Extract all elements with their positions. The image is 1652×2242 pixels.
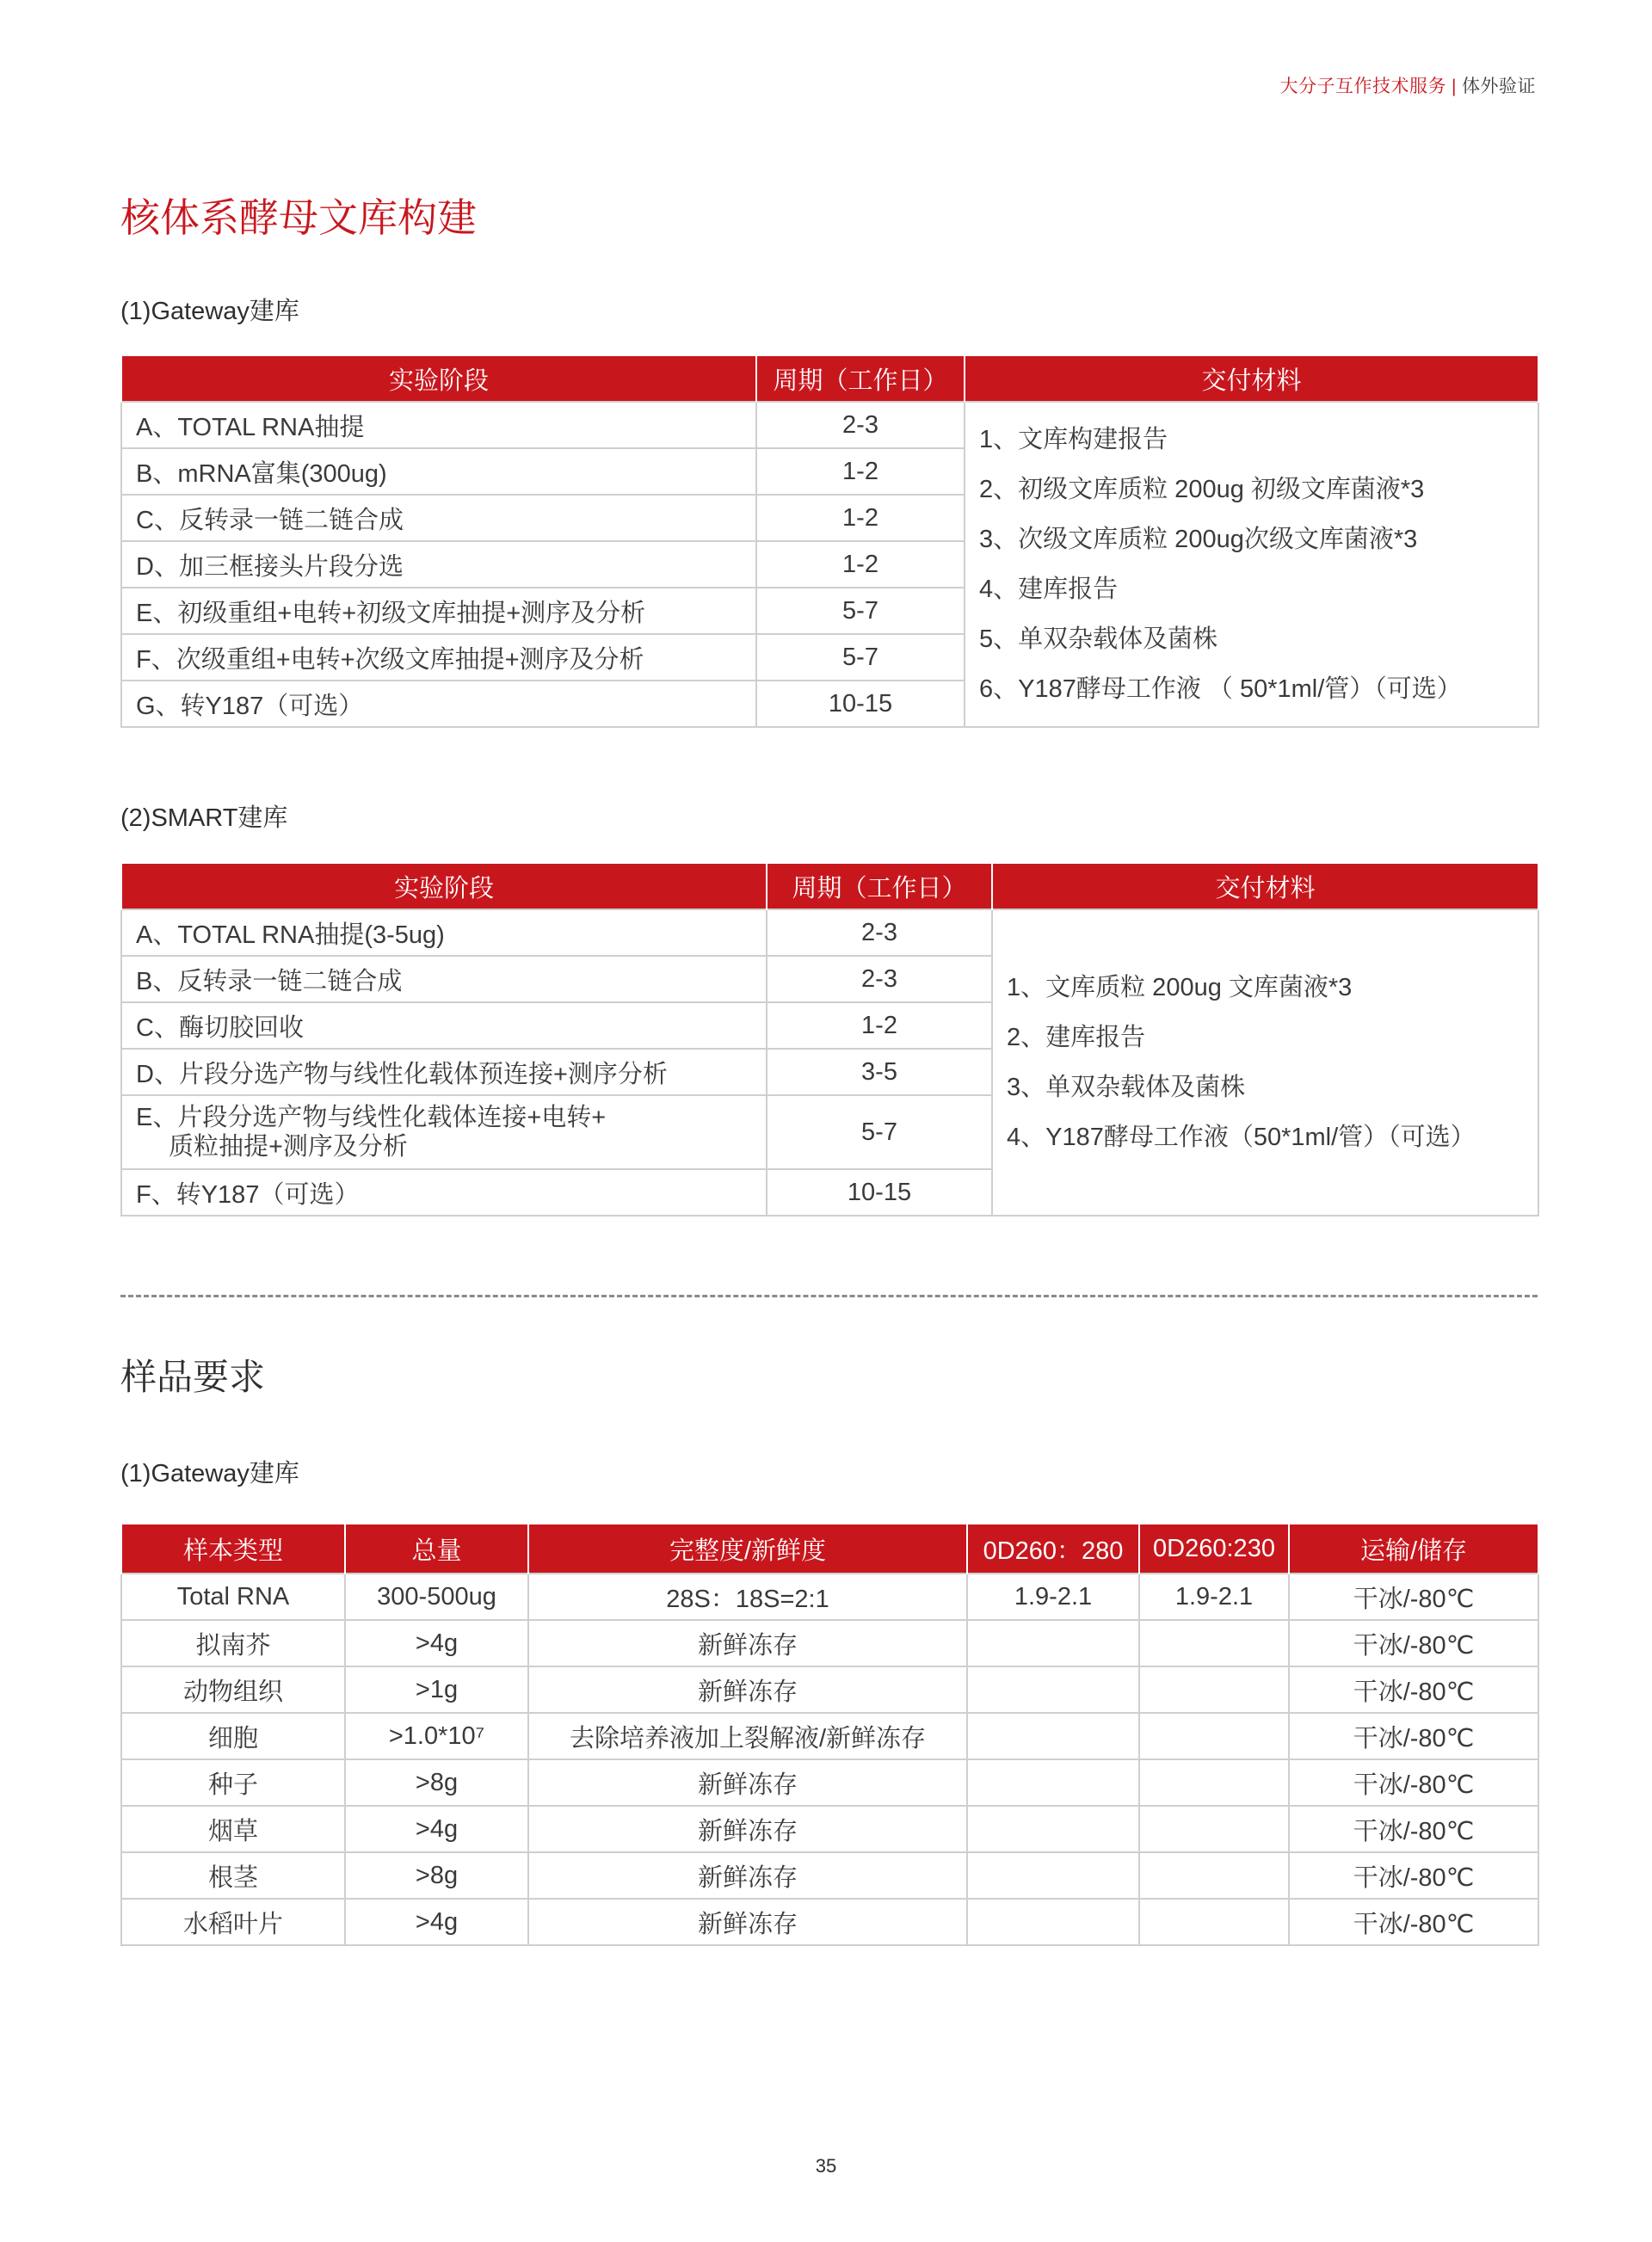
od260-230-cell <box>1139 1806 1289 1852</box>
od260-280-cell <box>967 1806 1139 1852</box>
period-cell: 1-2 <box>756 448 965 495</box>
amount-cell: >1.0*10⁷ <box>345 1713 528 1759</box>
od260-280-cell <box>967 1852 1139 1899</box>
period-cell: 1-2 <box>756 541 965 588</box>
transport-cell: 干冰/-80℃ <box>1289 1574 1538 1620</box>
transport-cell: 干冰/-80℃ <box>1289 1852 1538 1899</box>
sample-type-cell: 根茎 <box>121 1852 345 1899</box>
table-row <box>121 1852 1538 1899</box>
od260-280-cell <box>967 1759 1139 1806</box>
stage-line-continued: 质粒抽提+测序及分析 <box>169 1133 408 1161</box>
sample-type-cell: 水稻叶片 <box>121 1899 345 1945</box>
sample-type-cell: 拟南芥 <box>121 1620 345 1666</box>
od260-280-cell <box>967 1620 1139 1666</box>
amount-cell: >4g <box>345 1899 528 1945</box>
period-cell: 2-3 <box>767 909 992 956</box>
amount-cell: >8g <box>345 1759 528 1806</box>
deliverable-item: 5、单双杂载体及菌株 <box>979 625 1218 653</box>
od260-280-cell <box>967 1899 1139 1945</box>
od260-280-cell <box>967 1713 1139 1759</box>
table-row <box>121 1666 1538 1713</box>
integrity-cell: 新鲜冻存 <box>528 1852 967 1899</box>
integrity-cell: 新鲜冻存 <box>528 1899 967 1945</box>
header-amount: 总量 <box>345 1524 528 1574</box>
header-separator: | <box>1452 77 1457 96</box>
od260-230-cell <box>1139 1620 1289 1666</box>
smart-table <box>120 862 1539 1216</box>
period-cell: 5-7 <box>756 588 965 634</box>
integrity-cell: 去除培养液加上裂解液/新鲜冻存 <box>528 1713 967 1759</box>
table-header-row <box>121 355 1538 402</box>
header-tag <box>1280 72 1536 98</box>
period-cell: 2-3 <box>767 956 992 1002</box>
stage-cell: F、转Y187（可选） <box>121 1169 767 1216</box>
od260-280-cell: 1.9-2.1 <box>967 1574 1139 1620</box>
integrity-cell: 新鲜冻存 <box>528 1759 967 1806</box>
header-integrity: 完整度/新鲜度 <box>528 1524 967 1574</box>
integrity-cell: 28S：18S=2:1 <box>528 1574 967 1620</box>
transport-cell: 干冰/-80℃ <box>1289 1713 1538 1759</box>
transport-cell: 干冰/-80℃ <box>1289 1666 1538 1713</box>
section-divider <box>120 1295 1538 1297</box>
sample-type-cell: Total RNA <box>121 1574 345 1620</box>
page-number: 35 <box>815 2155 837 2177</box>
stage-cell: E、初级重组+电转+初级文库抽提+测序及分析 <box>121 588 756 634</box>
table-row <box>121 1759 1538 1806</box>
table-header-row <box>121 1524 1538 1574</box>
header-od260-230: 0D260:230 <box>1139 1524 1289 1574</box>
period-cell: 2-3 <box>756 402 965 448</box>
stage-cell: A、TOTAL RNA抽提(3-5ug) <box>121 909 767 956</box>
period-cell: 10-15 <box>767 1169 992 1216</box>
deliverable-item: 3、单双杂载体及菌株 <box>1007 1074 1246 1101</box>
transport-cell: 干冰/-80℃ <box>1289 1620 1538 1666</box>
sample-gateway-label: (1)Gateway建库 <box>120 1460 299 1487</box>
header-subcategory: 体外验证 <box>1462 77 1536 96</box>
amount-cell: >4g <box>345 1806 528 1852</box>
od260-230-cell <box>1139 1852 1289 1899</box>
section-title-library: 核体系酵母文库构建 <box>120 195 477 240</box>
amount-cell: >8g <box>345 1852 528 1899</box>
period-cell: 5-7 <box>756 634 965 681</box>
stage-cell: B、mRNA富集(300ug) <box>121 448 756 495</box>
deliverables-cell <box>965 402 1538 727</box>
integrity-cell: 新鲜冻存 <box>528 1620 967 1666</box>
transport-cell: 干冰/-80℃ <box>1289 1806 1538 1852</box>
table-row <box>121 402 1538 448</box>
stage-cell: C、酶切胶回收 <box>121 1002 767 1049</box>
gateway-label: (1)Gateway建库 <box>120 298 299 325</box>
stage-cell <box>121 1095 767 1169</box>
deliverable-item: 3、次级文库质粒 200ug次级文库菌液*3 <box>979 526 1418 553</box>
section-title-sample: 样品要求 <box>120 1357 266 1397</box>
header-stage: 实验阶段 <box>121 355 756 402</box>
header-deliverables: 交付材料 <box>992 863 1538 909</box>
table-row <box>121 1806 1538 1852</box>
od260-230-cell <box>1139 1759 1289 1806</box>
deliverable-item: 2、初级文库质粒 200ug 初级文库菌液*3 <box>979 476 1425 503</box>
stage-cell: A、TOTAL RNA抽提 <box>121 402 756 448</box>
header-sample-type: 样本类型 <box>121 1524 345 1574</box>
deliverable-item: 4、建库报告 <box>979 576 1119 603</box>
integrity-cell: 新鲜冻存 <box>528 1806 967 1852</box>
deliverable-item: 1、文库质粒 200ug 文库菌液*3 <box>1007 974 1353 1001</box>
od260-230-cell <box>1139 1713 1289 1759</box>
transport-cell: 干冰/-80℃ <box>1289 1759 1538 1806</box>
period-cell: 10-15 <box>756 681 965 727</box>
period-cell: 1-2 <box>767 1002 992 1049</box>
table-header-row <box>121 863 1538 909</box>
header-period: 周期（工作日） <box>756 355 965 402</box>
sample-type-cell: 动物组织 <box>121 1666 345 1713</box>
table-row <box>121 1899 1538 1945</box>
gateway-table <box>120 354 1539 728</box>
integrity-cell: 新鲜冻存 <box>528 1666 967 1713</box>
header-period: 周期（工作日） <box>767 863 992 909</box>
table-row <box>121 1574 1538 1620</box>
table-row <box>121 909 1538 956</box>
od260-230-cell: 1.9-2.1 <box>1139 1574 1289 1620</box>
stage-cell: C、反转录一链二链合成 <box>121 495 756 541</box>
sample-table <box>120 1523 1539 1946</box>
header-transport: 运输/储存 <box>1289 1524 1538 1574</box>
deliverable-item: 4、Y187酵母工作液（50*1ml/管）（可选） <box>1007 1124 1476 1151</box>
table-row <box>121 1620 1538 1666</box>
period-cell: 1-2 <box>756 495 965 541</box>
transport-cell: 干冰/-80℃ <box>1289 1899 1538 1945</box>
amount-cell: 300-500ug <box>345 1574 528 1620</box>
amount-cell: >4g <box>345 1620 528 1666</box>
od260-280-cell <box>967 1666 1139 1713</box>
deliverable-item: 6、Y187酵母工作液 （ 50*1ml/管）（可选） <box>979 675 1462 703</box>
period-cell: 5-7 <box>767 1095 992 1169</box>
stage-cell: D、加三框接头片段分选 <box>121 541 756 588</box>
deliverable-item: 1、文库构建报告 <box>979 426 1168 453</box>
stage-line: E、片段分选产物与线性化载体连接+电转+ <box>136 1104 607 1131</box>
sample-type-cell: 细胞 <box>121 1713 345 1759</box>
od260-230-cell <box>1139 1899 1289 1945</box>
stage-cell: B、反转录一链二链合成 <box>121 956 767 1002</box>
deliverable-item: 2、建库报告 <box>1007 1024 1146 1051</box>
amount-cell: >1g <box>345 1666 528 1713</box>
od260-230-cell <box>1139 1666 1289 1713</box>
smart-label: (2)SMART建库 <box>120 804 288 832</box>
deliverables-cell <box>992 909 1538 1216</box>
header-deliverables: 交付材料 <box>965 355 1538 402</box>
header-category: 大分子互作技术服务 <box>1279 77 1447 96</box>
header-od260-280: 0D260：280 <box>967 1524 1139 1574</box>
stage-cell: D、片段分选产物与线性化载体预连接+测序分析 <box>121 1049 767 1095</box>
sample-type-cell: 种子 <box>121 1759 345 1806</box>
stage-cell: G、转Y187（可选） <box>121 681 756 727</box>
header-stage: 实验阶段 <box>121 863 767 909</box>
sample-type-cell: 烟草 <box>121 1806 345 1852</box>
stage-cell: F、次级重组+电转+次级文库抽提+测序及分析 <box>121 634 756 681</box>
table-row <box>121 1713 1538 1759</box>
period-cell: 3-5 <box>767 1049 992 1095</box>
